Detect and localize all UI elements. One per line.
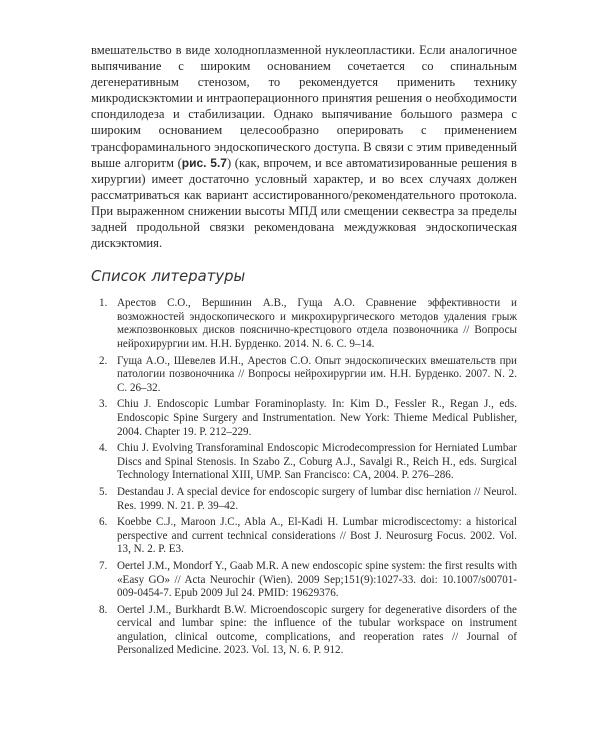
- reference-text: Oertel J.M., Mondorf Y., Gaab M.R. A new endoscopic spine system: the first results with «Easy GO» // Acta Neurochir (Wien). 2009 Sep;151(9):1027-33. doi: 10.1007/s00701-009-0454-7. Epub 2009 Jul 24. PMID: 19629376.: [117, 559, 517, 600]
- reference-number: 4.: [99, 442, 108, 455]
- reference-item: [91, 560, 517, 601]
- paragraph-text-part-2: ) (как, впрочем, и все автоматизированные решения в хирургии) имеет достаточно условный характер, и во всех случаях должен рассматриваться как вариант ассистированного/рекомендательного протокола. При выраженном снижении высоты МПД или смещении секвестра за пределы задней продольной связки рекомендована междужковая эндоскопическая дискэктомия.: [91, 155, 517, 251]
- reference-text: Арестов С.О., Вершинин А.В., Гуща А.О. Сравнение эффективности и возможностей эндоскопического и микрохирургического методов удаления грыж межпозвонковых дисков пояснично-крестцового отдела позвоночника // Вопросы нейрохирургии им. Н.Н. Бурденко. 2014. N. 6. С. 9–14.: [117, 297, 517, 350]
- reference-text: Гуща А.О., Шевелев И.Н., Арестов С.О. Опыт эндоскопических вмешательств при патологии позвоночника // Вопросы нейрохирургии им. Н.Н. Бурденко. 2007. N. 2. С. 26–32.: [117, 354, 517, 394]
- reference-text: Chiu J. Endoscopic Lumbar Foraminoplasty. In: Kim D., Fessler R., Regan J., eds. Endoscopic Spine Surgery and Instrumentation. New York: Thieme Medical Publisher, 2004. Chapter 19. P. 212–229.: [117, 398, 517, 438]
- reference-text: Oertel J.M., Burkhardt B.W. Microendoscopic surgery for degenerative disorders of the cervical and lumbar spine: the influence of the tubular workspace on instrument angulation, clinical outcome, complications, and reoperation rates // Journal of Personalized Medicine. 2023. Vol. 13, N. 6. P. 912.: [117, 603, 517, 657]
- paragraph-text-part-1: вмешательство в виде холодноплазменной нуклеопластики. Если аналогичное выпячивание с широким основанием сочетается со спинальным дегенеративным стенозом, то рекомендуется применить технику микродискэктомии и интраоперационного принятия решения о необходимости спондилодеза и стабилизации. Однако выпячивание большого размера с широким основанием целесообразно оперировать с применением трансфораминального эндоскопического доступа. В связи с этим приведенный выше алгоритм (: [91, 43, 517, 170]
- reference-number: 2.: [99, 354, 108, 367]
- reference-text: Koebbe C.J., Maroon J.C., Abla A., El-Kadi H. Lumbar microdiscectomy: a historical perspective and current technical considerations // Bost J. Neurosurg Focus. 2002. Vol. 13, N. 2. P. E3.: [117, 516, 517, 556]
- reference-number: 6.: [99, 516, 108, 529]
- figure-reference[interactable]: рис. 5.7: [181, 155, 227, 170]
- references-heading: Список литературы: [91, 268, 246, 286]
- reference-text: Chiu J. Evolving Transforaminal Endoscopic Microdecompression for Herniated Lumbar Discs and Spinal Stenosis. In Szabo Z., Coburg A.J., Savalgi R., Reich H., eds. Surgical Technology International XIII, UMP. San Francisco: CA, 2004. P. 276–286.: [117, 442, 517, 482]
- reference-item: [91, 355, 517, 396]
- reference-item: [91, 486, 517, 513]
- references-list: [91, 297, 517, 658]
- reference-text: Destandau J. A special device for endoscopic surgery of lumbar disc herniation // Neurol. Res. 1999. N. 21. P. 39–42.: [117, 485, 517, 512]
- document-page: [91, 42, 517, 661]
- reference-item: [91, 442, 517, 483]
- reference-item: [91, 516, 517, 557]
- reference-number: 3.: [99, 398, 108, 411]
- reference-number: 8.: [99, 603, 108, 616]
- reference-number: 7.: [99, 559, 108, 572]
- reference-item: [91, 297, 517, 351]
- body-paragraph: [91, 42, 517, 251]
- reference-item: [91, 398, 517, 439]
- reference-item: [91, 604, 517, 658]
- reference-number: 1.: [99, 297, 108, 310]
- reference-number: 5.: [99, 485, 108, 498]
